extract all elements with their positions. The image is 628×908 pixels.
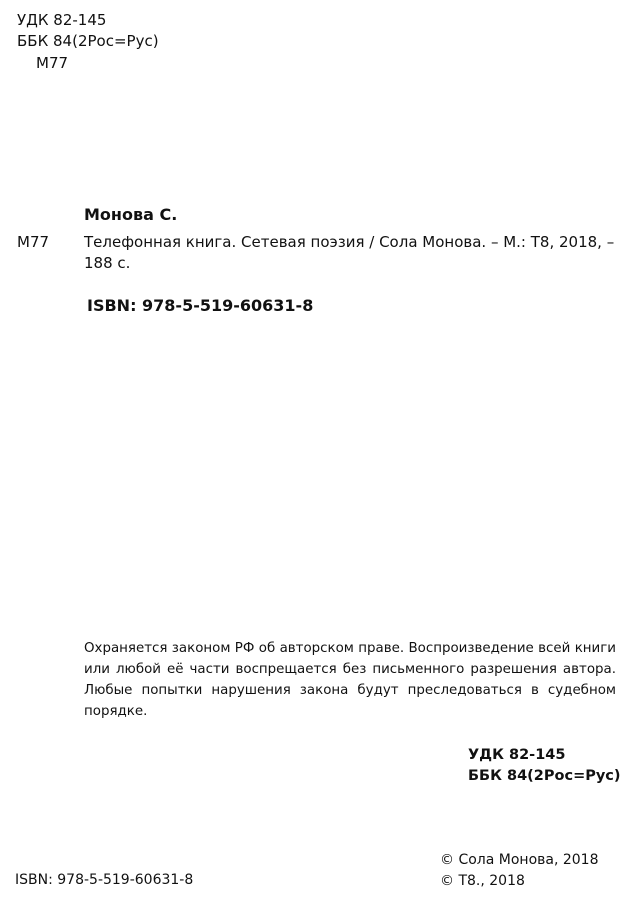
bibliographic-description-line-2: 188 с. bbox=[84, 254, 131, 272]
copyright-publisher: © Т8., 2018 bbox=[440, 873, 525, 889]
bbk-code-bottom: ББК 84(2Рос=Рус) bbox=[468, 768, 621, 784]
isbn-footer: ISBN: 978-5-519-60631-8 bbox=[15, 872, 194, 888]
author-mark-entry: М77 bbox=[17, 233, 50, 251]
udk-code-bottom: УДК 82-145 bbox=[468, 747, 566, 763]
copyright-notice: Охраняется законом РФ об авторском праве. Воспроизведение всей книги или любой её части воспрещается без письменного разрешения автора. Любые попытки нарушения закона будут преследоваться в судебном порядке. bbox=[84, 641, 616, 719]
author-mark-top: М77 bbox=[36, 54, 69, 72]
author-name: Монова С. bbox=[84, 205, 178, 224]
udk-code-top: УДК 82-145 bbox=[17, 11, 107, 29]
bbk-code-top: ББК 84(2Рос=Рус) bbox=[17, 32, 159, 50]
copyright-author: © Сола Монова, 2018 bbox=[440, 852, 599, 868]
bibliographic-description-line-1: Телефонная книга. Сетевая поэзия / Сола Монова. – М.: Т8, 2018, – bbox=[84, 233, 615, 251]
isbn-main: ISBN: 978-5-519-60631-8 bbox=[87, 296, 314, 315]
